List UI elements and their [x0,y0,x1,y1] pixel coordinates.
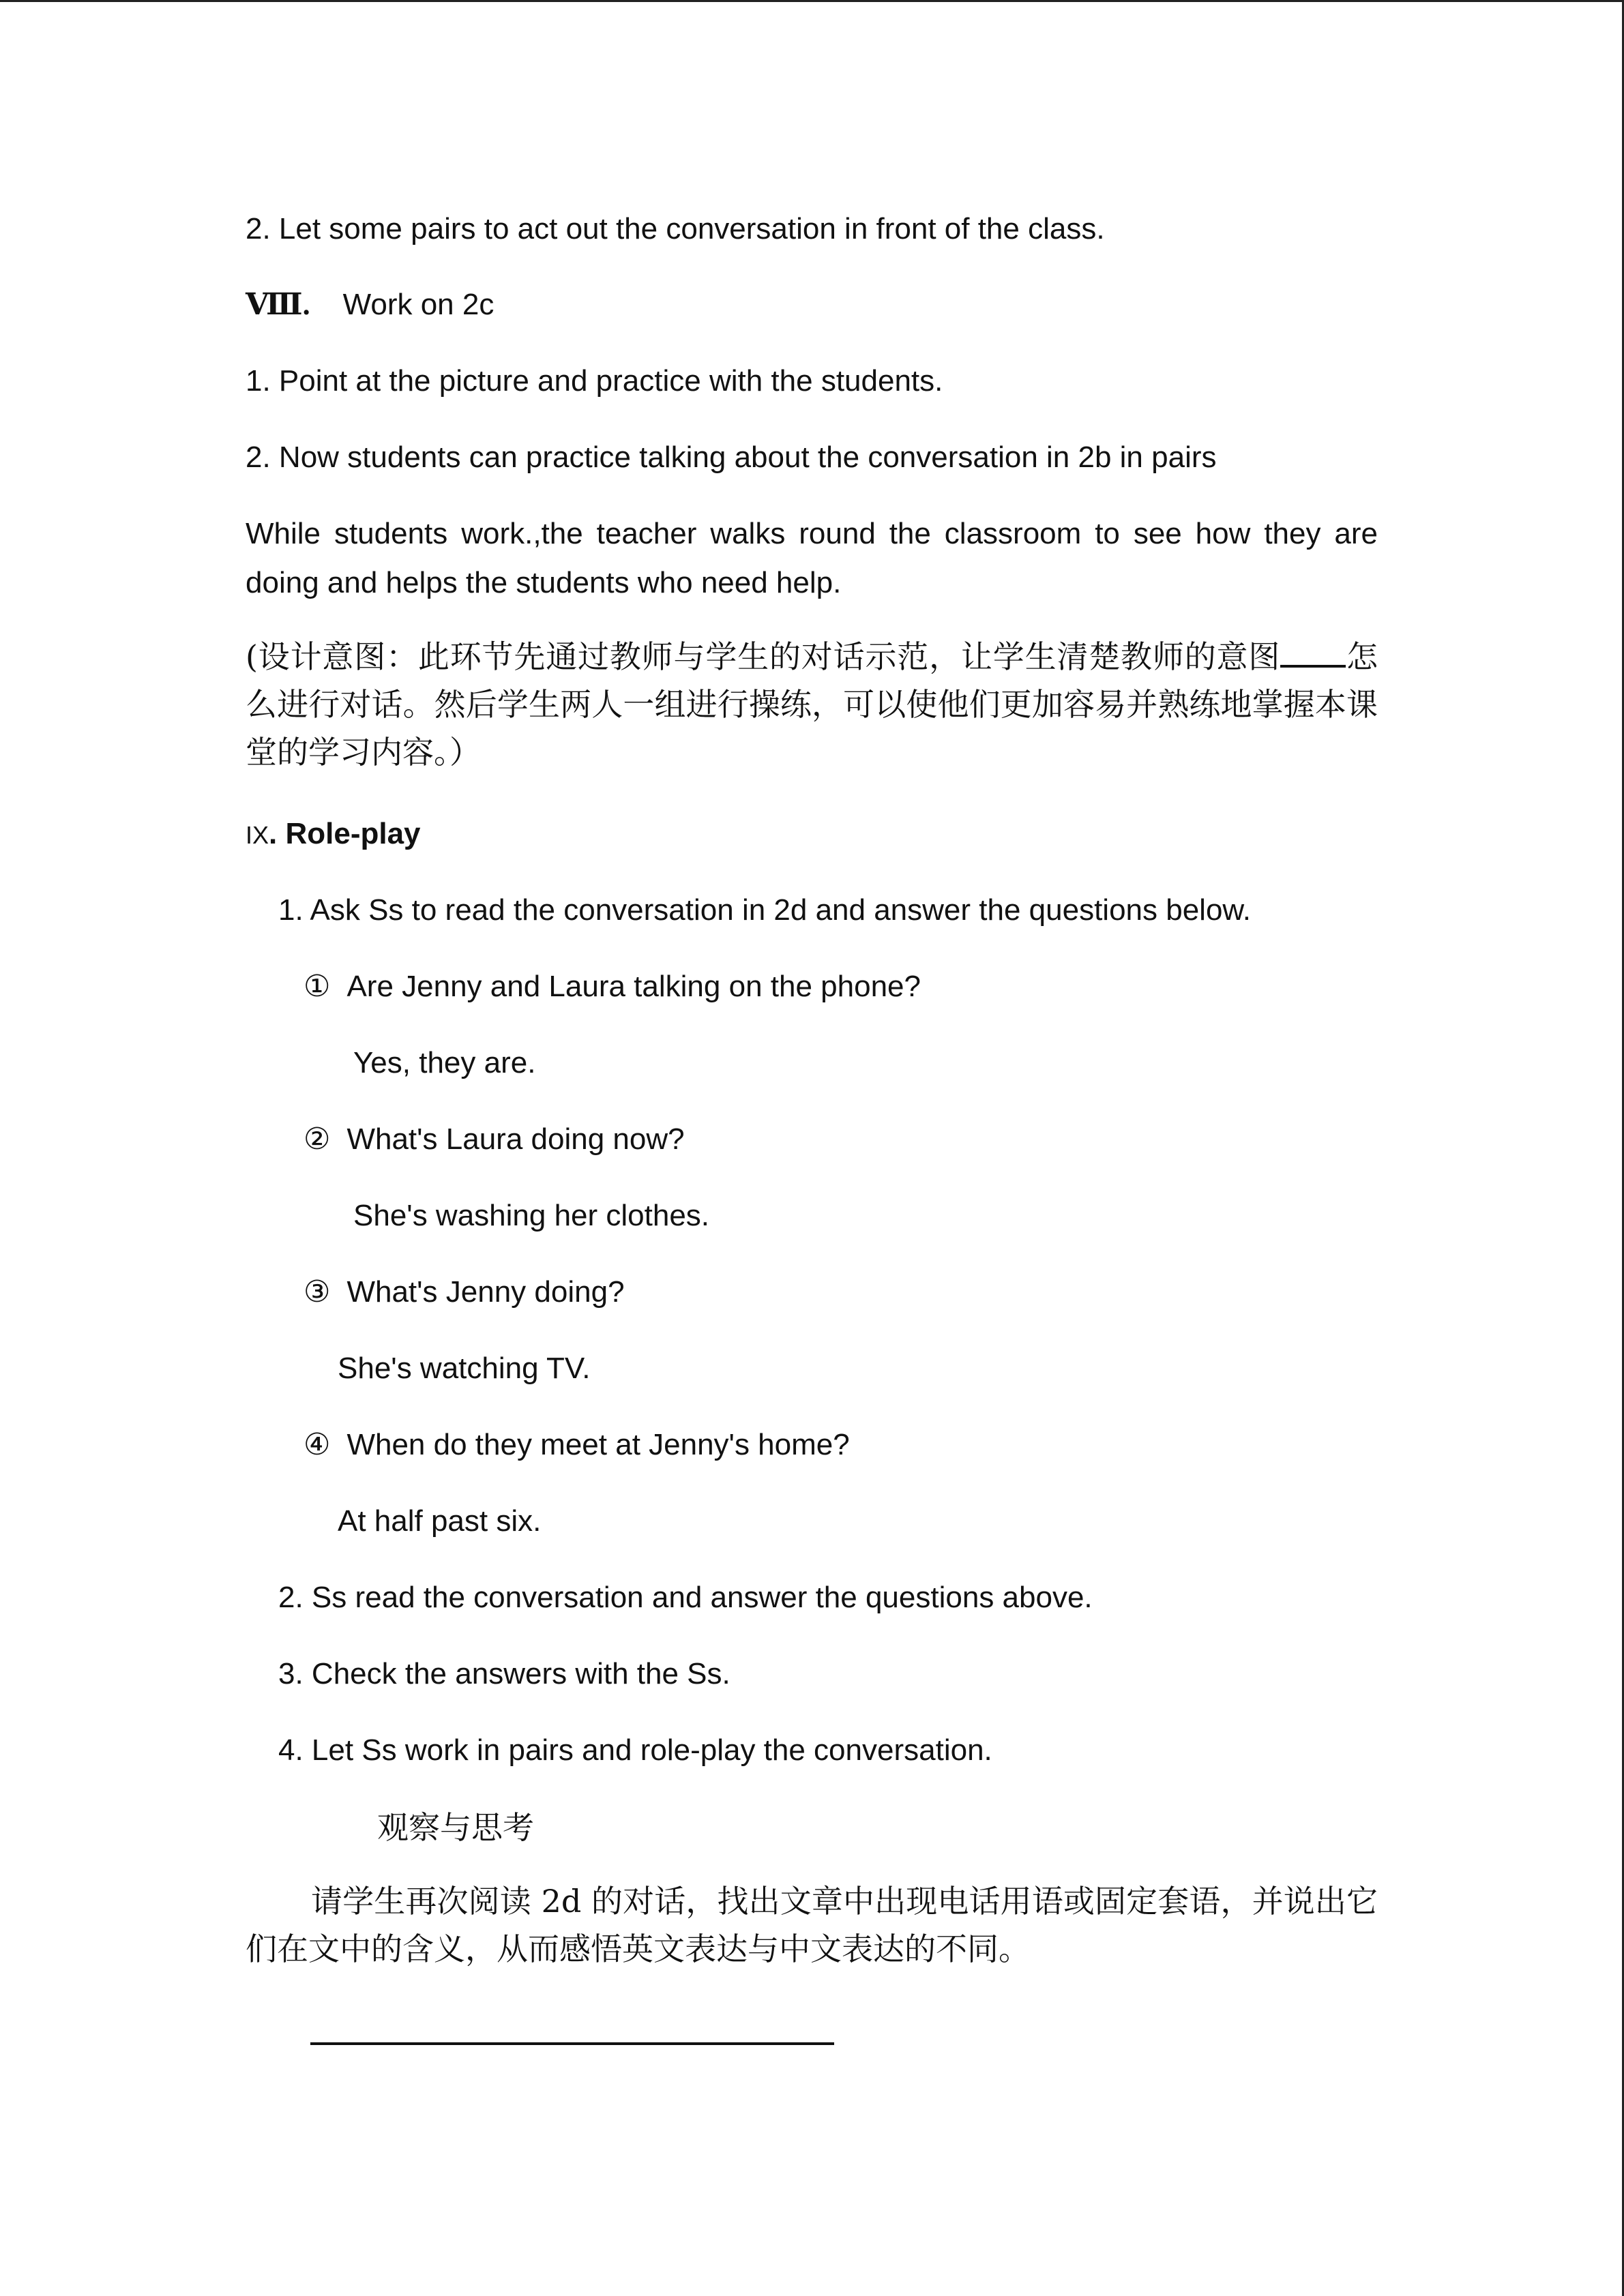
answer-2-line: She's washing her clothes. [353,1199,710,1232]
observe-heading: 观察与思考 [377,1809,534,1846]
section-8-heading [246,286,494,324]
question-2-marker: ② [304,1122,331,1157]
answer-3-line: She's watching TV. [338,1352,591,1385]
observe-body-paragraph: 请学生再次阅读 2d 的对话，找出文章中出现电话用语或固定套语，并说出它们在文中的含义，从而感悟英文表达与中文表达的不同。 [246,1883,1378,1967]
question-3-line [304,1273,625,1311]
question-4-text: When do they meet at Jenny's home? [346,1428,850,1461]
question-3-text: What's Jenny doing? [346,1275,625,1309]
now-students-line: 2. Now students can practice talking about the conversation in 2b in pairs [246,441,1217,474]
section-8-numeral: Ⅷ. [246,288,310,321]
bottom-rule [310,2042,834,2045]
question-2-text: What's Laura doing now? [346,1122,685,1156]
step-4-line: 4. Let Ss work in pairs and role-play the conversation. [278,1733,992,1767]
answer-4-line: At half past six. [338,1504,542,1538]
section-9-numeral: IX [246,821,269,849]
design-note-paragraph [246,633,1378,776]
design-note-part-2: 怎么进行对话。然后学生两人一组进行操练，可以使他们更加容易并熟练地掌握本课堂的学习内容。） [246,638,1378,771]
while-students-paragraph: While students work.,the teacher walks round the classroom to see how they are doing and helps the students who need help. [246,517,1378,599]
question-1-text: Are Jenny and Laura talking on the phone? [346,970,921,1003]
question-3-marker: ③ [304,1274,331,1309]
question-4-line [304,1426,850,1464]
design-note-part-1: (设计意图：此环节先通过教师与学生的对话示范，让学生清楚教师的意图 [246,638,1281,675]
step-3-line: 3. Check the answers with the Ss. [278,1657,730,1690]
section-8-title: Work on 2c [342,288,494,321]
point-at-line: 1. Point at the picture and practice with the students. [246,364,943,398]
question-1-marker: ① [304,969,331,1004]
question-1-line [304,968,921,1006]
step-2-line: 2. Ss read the conversation and answer the questions above. [278,1581,1093,1614]
step-1-line: 1. Ask Ss to read the conversation in 2d and answer the questions below. [278,893,1252,927]
question-2-line [304,1120,685,1159]
question-4-marker: ④ [304,1427,331,1462]
section-9-title: . Role-play [269,817,421,850]
answer-1-line: Yes, they are. [353,1046,536,1079]
answer-blank [1280,635,1346,668]
act-out-line: 2. Let some pairs to act out the conversation in front of the class. [246,212,1105,245]
section-9-heading [246,815,421,854]
